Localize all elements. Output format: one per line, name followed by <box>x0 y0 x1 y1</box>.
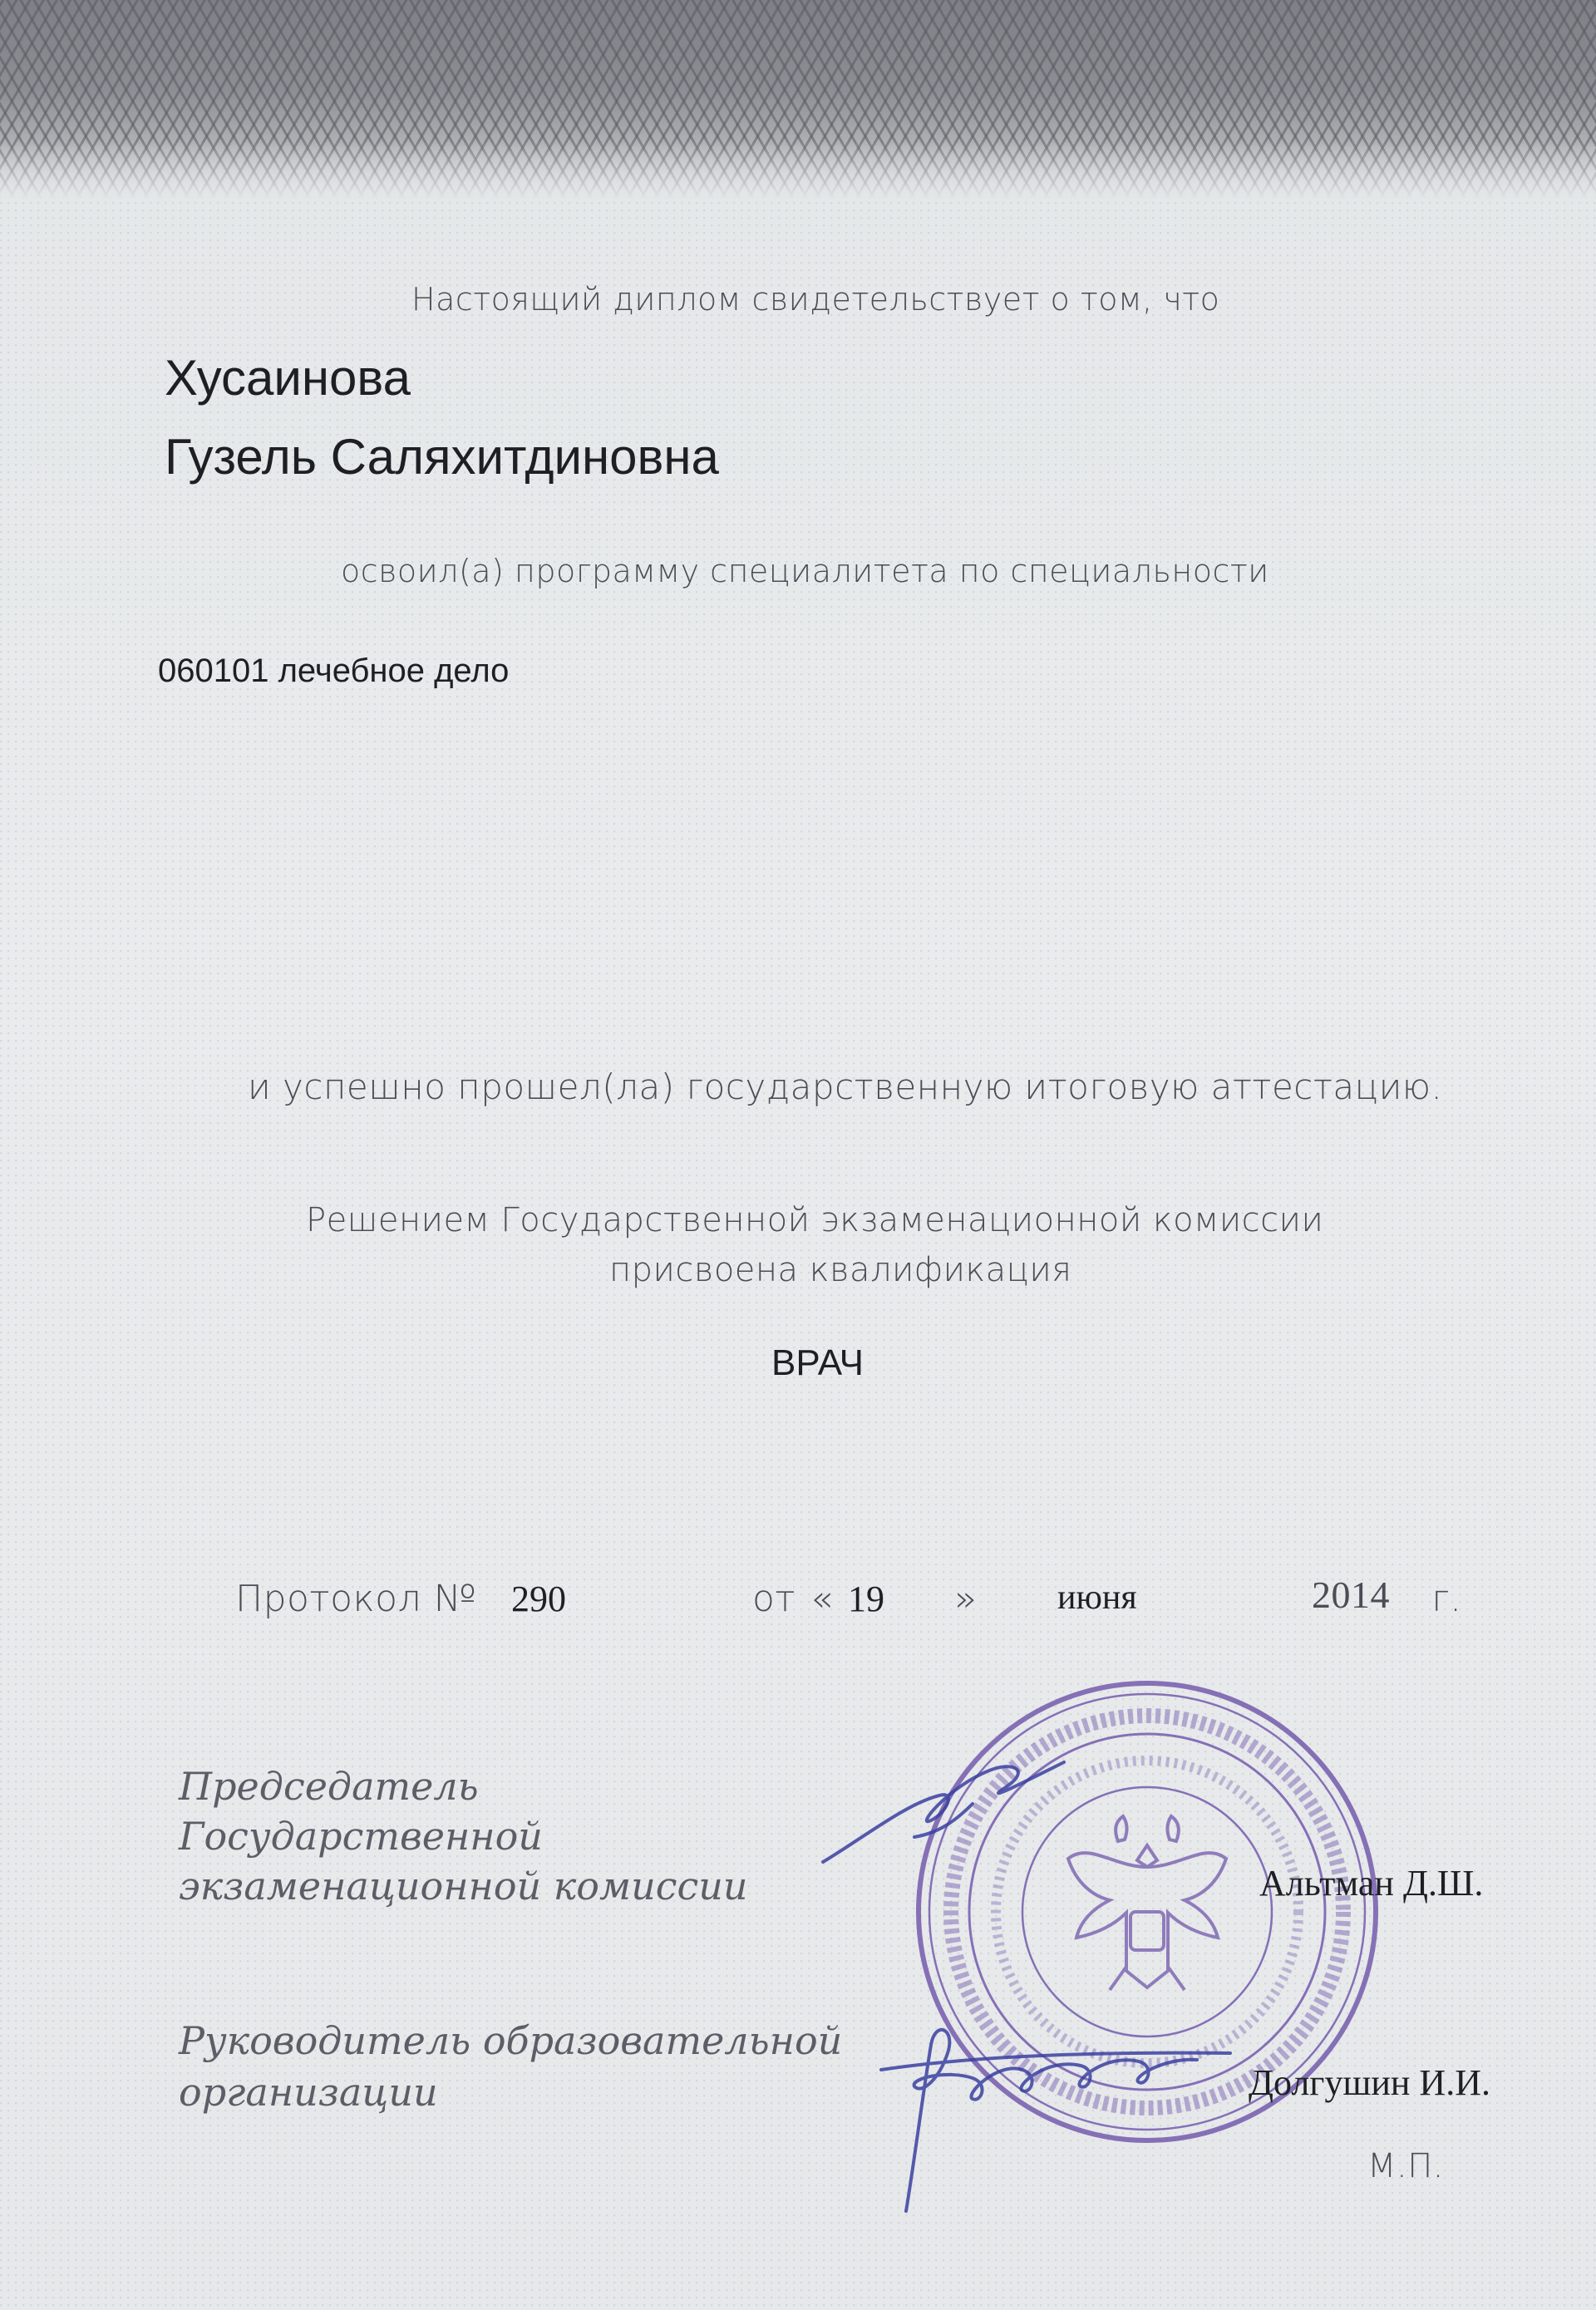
protocol-year: 2014 <box>1312 1574 1390 1616</box>
graduate-given-names: Гузель Саляхитдиновна <box>165 429 719 485</box>
protocol-from-label: от <box>752 1578 796 1620</box>
program-text: освоил(а) программу специалитета по специальности <box>341 553 1269 589</box>
graduate-surname: Хусаинова <box>165 350 411 406</box>
guilloche-border <box>0 0 1596 199</box>
protocol-close-quote: » <box>954 1578 978 1620</box>
specialty: 060101 лечебное дело <box>158 653 510 689</box>
protocol-open-quote: « <box>810 1578 834 1620</box>
intro-text: Настоящий диплом свидетельствует о том, что <box>411 281 1220 318</box>
chair-label-line1: Председатель <box>179 1764 479 1809</box>
chair-label-line2: Государственной <box>179 1814 543 1859</box>
attestation-text: и успешно прошел(ла) государственную итоговую аттестацию. <box>248 1066 1443 1107</box>
protocol-number: 290 <box>511 1579 566 1619</box>
chair-label-line3: экзаменационной комиссии <box>179 1864 748 1909</box>
protocol-label: Протокол № <box>235 1578 477 1620</box>
protocol-day: 19 <box>848 1579 884 1619</box>
chair-name: Альтман Д.Ш. <box>1259 1863 1484 1904</box>
chair-signature <box>815 1737 1097 1904</box>
head-name: Долгушин И.И. <box>1249 2062 1490 2103</box>
decision-text-line2: присвоена квалификация <box>609 1251 1072 1289</box>
head-label-line1: Руководитель образовательной <box>179 2018 843 2063</box>
protocol-year-suffix: г. <box>1431 1578 1462 1620</box>
head-label-line2: организации <box>179 2070 438 2115</box>
decision-text-line1: Решением Государственной экзаменационной комиссии <box>306 1201 1324 1239</box>
protocol-month: июня <box>1057 1579 1137 1617</box>
qualification: ВРАЧ <box>771 1342 864 1383</box>
seal-place-mark: М.П. <box>1367 2147 1445 2185</box>
head-signature <box>831 1978 1264 2228</box>
